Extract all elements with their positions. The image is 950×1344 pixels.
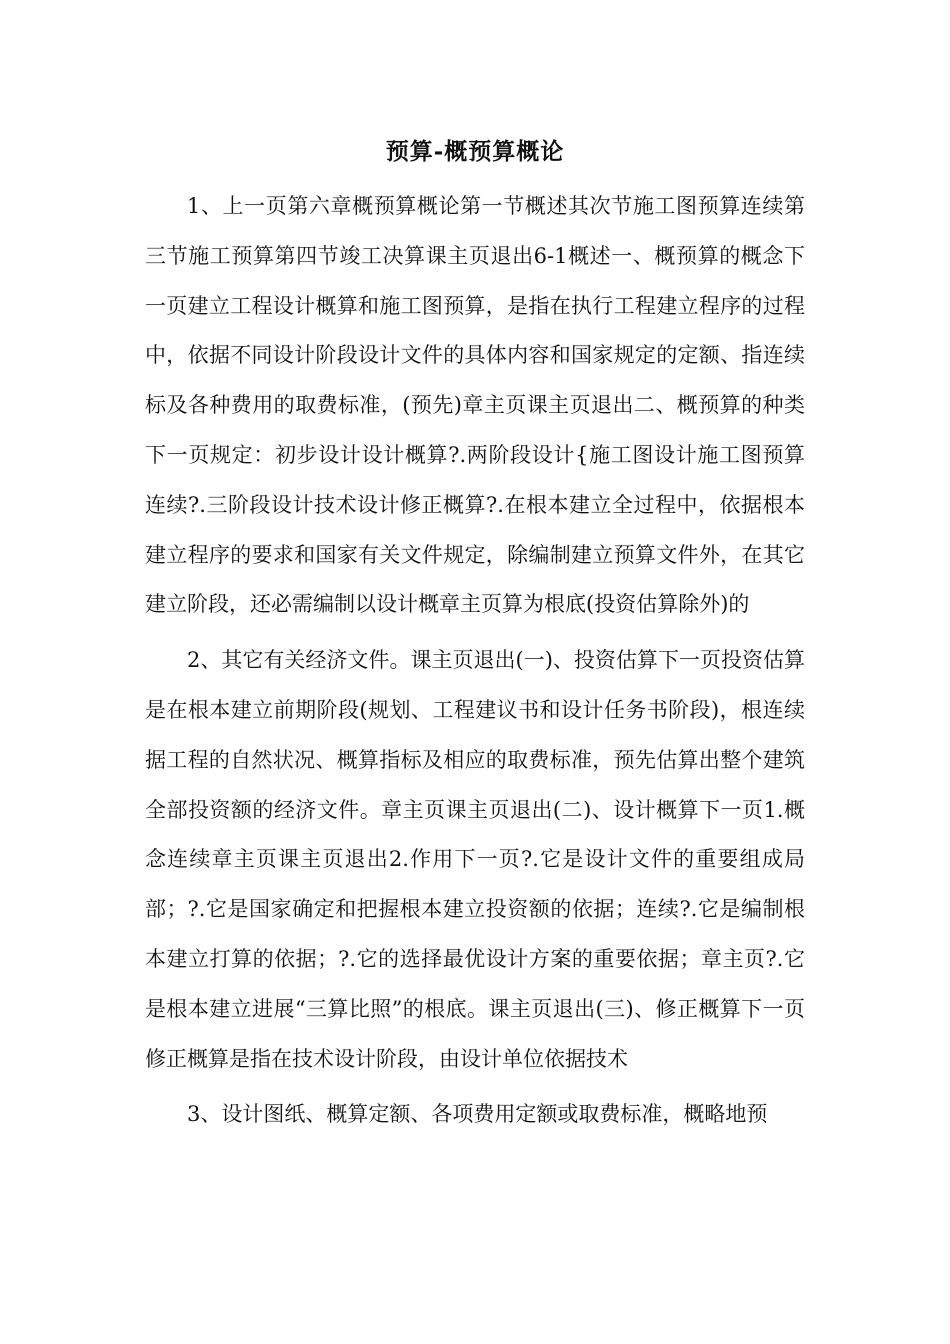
paragraph-2: 2、其它有关经济文件。课主页退出(一)、投资估算下一页投资估算是在根本建立前期阶段(规划、工程建议书和设计任务书阶段)，根连续据工程的自然状况、概算指标及相应的取费标准，预先估算出整个建筑全部投资额的经济文件。章主页课主页退出(二)、设计概算下一页1.概念连续章主页课主页退出2.作用下一页?.它是设计文件的重要组成局部；?.它是国家确定和把握根本建立投资额的依据；连续?.它是编制根本建立打算的依据；?.它的选择最优设计方案的重要依据；章主页?.它是根本建立进展“三算比照”的根底。课主页退出(三)、修正概算下一页修正概算是指在技术设计阶段，由设计单位依据技术 [145, 648, 805, 1071]
document-title: 预算-概预算概论 [385, 138, 565, 165]
paragraph-1: 1、上一页第六章概预算概论第一节概述其次节施工图预算连续第三节施工预算第四节竣工决算课主页退出6-1概述一、概预算的概念下一页建立工程设计概算和施工图预算，是指在执行工程建立程序的过程中，依据不同设计阶段设计文件的具体内容和国家规定的定额、指连续标及各种费用的取费标准，(预先)章主页课主页退出二、概预算的种类下一页规定：初步设计设计概算?.两阶段设计{施工图设计施工图预算连续?.三阶段设计技术设计修正概算?.在根本建立全过程中，依据根本建立程序的要求和国家有关文件规定，除编制建立预算文件外，在其它建立阶段，还必需编制以设计概章主页算为根底(投资估算除外)的 [145, 194, 805, 617]
paragraph-3: 3、设计图纸、概算定额、各项费用定额或取费标准，概略地预 [187, 1102, 768, 1127]
